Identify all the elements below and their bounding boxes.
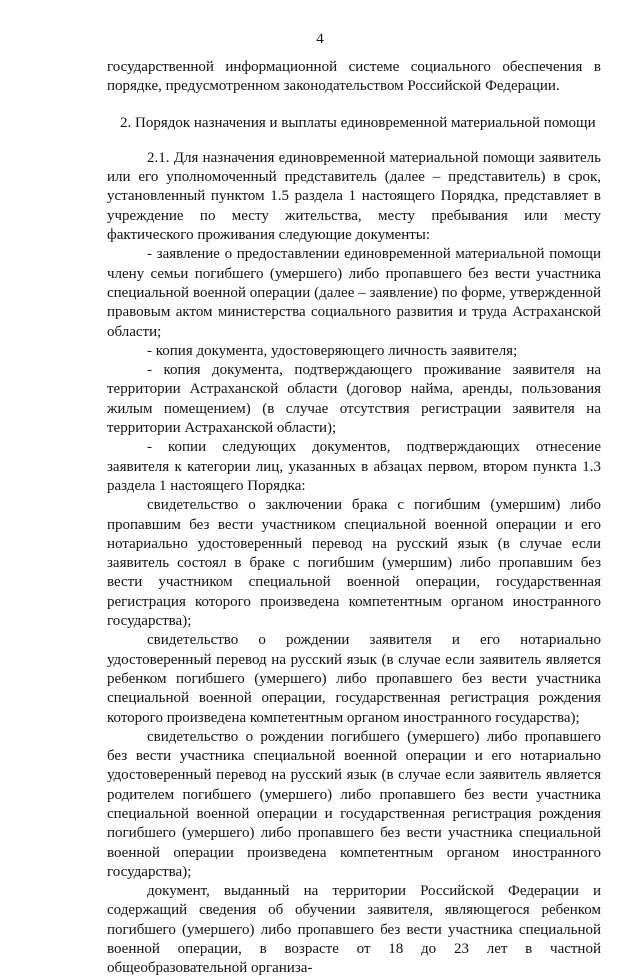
paragraph-2-1: 2.1. Для назначения единовременной материальной помощи заявитель или его уполномоченный представитель (далее – представитель) в срок, установленный пунктом 1.5 раздела 1 настоящего Порядка, представляет в учреждение по месту жительства, месту пребывания или месту фактического проживания следующие документы: [107, 149, 601, 244]
paragraph-applicant-birth-certificate: свидетельство о рождении заявителя и его нотариально удостоверенный перевод на русский язык (в случае если заявитель является ребенком погибшего (умершего) либо пропавшего без вести участника специальной военной операции, государственная регистрация рождения которого произведена компетентным органом иностранного государства); [107, 632, 601, 726]
list-item-identity-copy: - копия документа, удостоверяющего личность заявителя; [147, 342, 518, 359]
list-item-application: - заявление о предоставлении единовременной материальной помощи члену семьи погибшего (умершего) либо пропавшего без вести участника специальной военной операции (далее – заявление) по форме, утвержденной правовым актом министерства социального развития и труда Астраханской области; [107, 246, 601, 340]
page-number: 4 [316, 31, 324, 47]
list-item-category-documents: - копии следующих документов, подтверждающих отнесение заявителя к категории лиц, указанных в абзацах первом, втором пункта 1.3 раздела 1 настоящего Порядка: [107, 439, 601, 494]
paragraph-education-document: документ, выданный на территории Российской Федерации и содержащий сведения об обучении заявителя, являющегося ребенком погибшего (умершего) либо пропавшего без вести участника специальной военной операции, в возрасте от 18 до 23 лет в частной общеобразовательной организа- [107, 883, 601, 977]
list-item-residence-copy: - копия документа, подтверждающего проживание заявителя на территории Астраханской области (договор найма, аренды, пользования жилым помещением) (в случае отсутствия регистрации заявителя на территории Астраханской области); [107, 362, 601, 437]
paragraph-marriage-certificate: свидетельство о заключении брака с погибшим (умершим) либо пропавшим без вести участником специальной военной операции и его нотариально удостоверенный перевод на русский язык (в случае если заявитель состоял в браке с погибшим (умершим) либо пропавшим без вести участником специальной военной операции, государственная регистрация которого произведена компетентным органом иностранного государства); [107, 497, 601, 630]
section-heading: 2. Порядок назначения и выплаты единовременной материальной помощи [120, 114, 596, 131]
document-body [107, 58, 601, 979]
paragraph-deceased-birth-certificate: свидетельство о рождении погибшего (умершего) либо пропавшего без вести участника специальной военной операции и его нотариально удостоверенный перевод на русский язык (в случае если заявитель является родителем погибшего (умершего) либо пропавшего без вести участника специальной военной операции и государственная регистрация рождения погибшего (умершего) либо пропавшего без вести участника специальной военной операции произведена компетентным органом иностранного государства); [107, 728, 601, 880]
paragraph-continuation: государственной информационной системе социального обеспечения в порядке, предусмотренном законодательством Российской Федерации. [107, 59, 601, 95]
